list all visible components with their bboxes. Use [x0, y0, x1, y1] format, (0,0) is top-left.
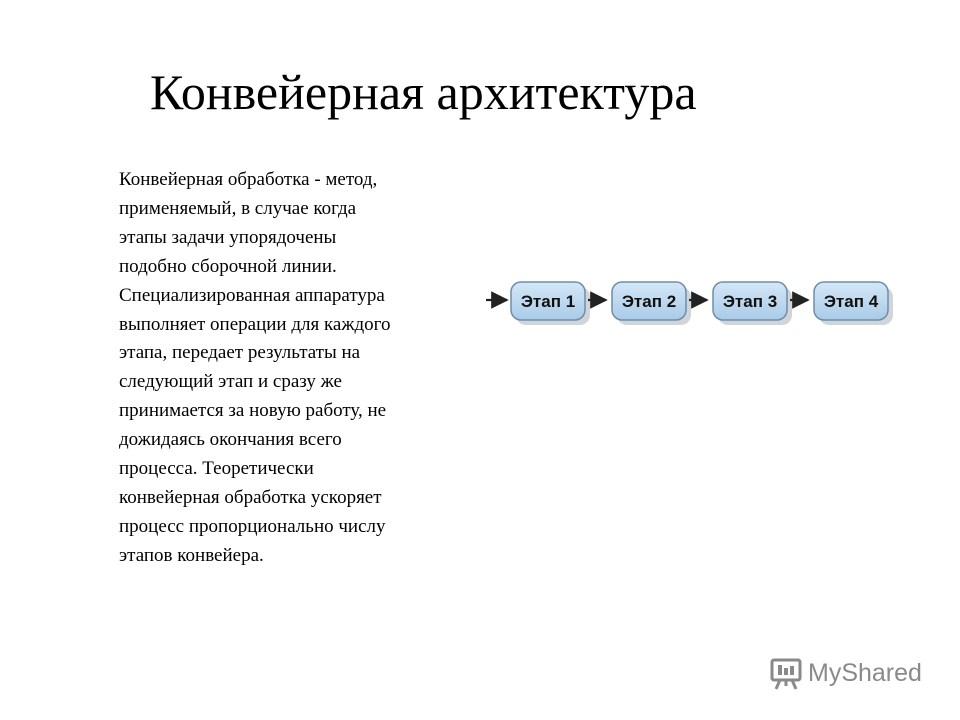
stage-1-label: Этап 1: [520, 292, 576, 311]
body-line: конвейерная обработка ускоряет: [119, 486, 382, 508]
body-line: дожидаясь окончания всего: [119, 429, 342, 451]
watermark-logo: [766, 654, 936, 694]
body-line: принимается за новую работу, не: [119, 400, 387, 422]
pipeline-diagram: [480, 270, 910, 340]
body-line: следующий этап и сразу же: [119, 371, 342, 393]
pipeline-stage-3: [713, 282, 792, 325]
slide-body-text: [119, 166, 479, 571]
stage-4-label: Этап 4: [823, 292, 879, 311]
slide-title: Конвейерная архитектура: [150, 64, 697, 120]
body-line: этапа, передает результаты на: [119, 342, 361, 364]
pipeline-stage-4: [814, 282, 893, 325]
body-line: Специализированная аппаратура: [119, 284, 385, 306]
body-line: этапов конвейера.: [119, 544, 264, 566]
body-line: процесс пропорционально числу: [119, 515, 386, 537]
watermark-text: MyShared: [808, 659, 922, 687]
body-line: подобно сборочной линии.: [119, 255, 337, 277]
pipeline-stage-2: [612, 282, 691, 325]
body-line: процесса. Теоретически: [119, 458, 314, 480]
body-line: выполняет операции для каждого: [119, 313, 391, 335]
presentation-board-icon: [768, 656, 804, 692]
body-line: этапы задачи упорядочены: [119, 226, 337, 248]
body-line: Конвейерная обработка - метод,: [119, 169, 378, 190]
stage-2-label: Этап 2: [621, 292, 677, 311]
pipeline-stage-1: [511, 282, 590, 325]
stage-3-label: Этап 3: [722, 292, 778, 311]
body-line: применяемый, в случае когда: [119, 197, 357, 219]
